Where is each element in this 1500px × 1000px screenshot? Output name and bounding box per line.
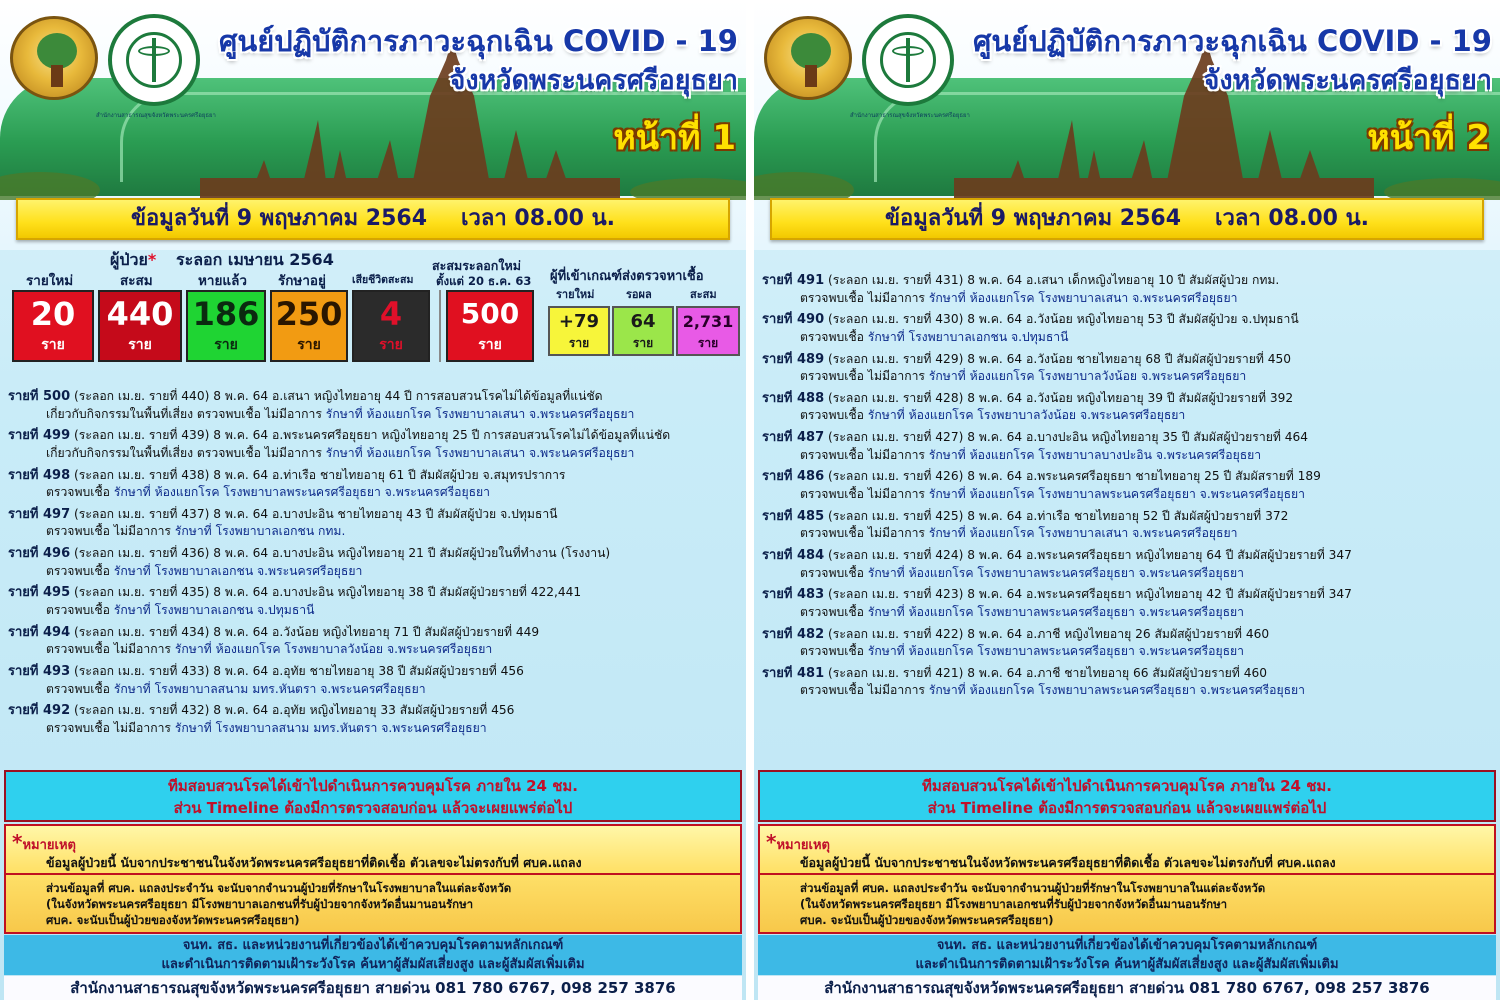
deaths-value: 4 (379, 295, 403, 333)
case-treatment: รักษาที่ โรงพยาบาลเอกชน จ.พระนครศรีอยุธยา (113, 563, 363, 578)
case-result: ตรวจพบเชื้อ (46, 485, 110, 500)
deaths-label: เสียชีวิตสะสม (352, 274, 414, 286)
case-treatment: รักษาที่ ห้องแยกโรค โรงพยาบาลพระนครศรีอยุธยา จ.พระนครศรีอยุธยา (867, 565, 1245, 580)
case-treatment: รักษาที่ โรงพยาบาลสนาม มทร.หันตรา จ.พระนครศรีอยุธยา (174, 720, 487, 735)
control-line-1: จนท. สธ. และหน่วยงานที่เกี่ยวข้องได้เข้าควบคุมโรคตามหลักเกณฑ์ (936, 938, 1318, 953)
case-id: รายที่ 489 (762, 351, 825, 367)
case-result: ตรวจพบเชื้อ (46, 563, 110, 578)
case-item (8, 624, 738, 663)
case-treatment: รักษาที่ ห้องแยกโรค โรงพยาบาลเสนา จ.พระนครศรีอยุธยา (325, 445, 635, 460)
investigation-line-2: ส่วน Timeline ต้องมีการตรวจสอบก่อน แล้วจะเผยแพร่ต่อไป (173, 799, 573, 817)
case-item (762, 586, 1492, 625)
case-id: รายที่ 497 (8, 506, 71, 522)
screening-label: ผู้ที่เข้าเกณฑ์ส่งตรวจหาเชื้อ (550, 269, 704, 284)
case-item (762, 429, 1492, 468)
ministry-of-public-health-logo-icon (108, 14, 200, 106)
control-banner (4, 935, 742, 975)
time-text: เวลา 08.00 น. (461, 206, 616, 231)
case-treatment: รักษาที่ ห้องแยกโรค โรงพยาบาลวังน้อย จ.พระนครศรีอยุธยา (174, 642, 493, 657)
case-list (762, 272, 1492, 704)
case-detail: (ระลอก เม.ย. รายที่ 432) 8 พ.ค. 64 อ.อุทัย หญิงไทยอายุ 33 สัมผัสผู้ป่วยรายที่ 456 (74, 703, 515, 718)
province-seal-icon (10, 16, 98, 100)
case-treatment: รักษาที่ ห้องแยกโรค โรงพยาบาลพระนครศรีอยุธยา จ.พระนครศรีอยุธยา (113, 485, 491, 500)
case-item (762, 547, 1492, 586)
case-detail: (ระลอก เม.ย. รายที่ 423) 8 พ.ค. 64 อ.พระนครศรีอยุธยา หญิงไทยอายุ 42 ปี สัมผัสผู้ป่วยรายที่ 347 (828, 587, 1352, 602)
case-treatment: รักษาที่ โรงพยาบาลเอกชน จ.ปทุมธานี (113, 602, 315, 617)
case-item (762, 351, 1492, 390)
case-id: รายที่ 487 (762, 430, 825, 446)
case-id: รายที่ 493 (8, 664, 71, 680)
control-line-1: จนท. สธ. และหน่วยงานที่เกี่ยวข้องได้เข้าควบคุมโรคตามหลักเกณฑ์ (182, 938, 564, 953)
case-result: ตรวจพบเชื้อ (800, 604, 864, 619)
date-text: ข้อมูลวันที่ 9 พฤษภาคม 2564 (130, 206, 428, 231)
case-detail: (ระลอก เม.ย. รายที่ 422) 8 พ.ค. 64 อ.ภาชี หญิงไทยอายุ 26 สัมผัสผู้ป่วยรายที่ 460 (828, 626, 1270, 641)
case-result: ตรวจพบเชื้อ (800, 644, 864, 659)
remark-line-3: (ในจังหวัดพระนครศรีอยุธยา มีโรงพยาบาลเอกชนที่รับผู้ป่วยจากจังหวัดอื่นมานอนรักษา (800, 897, 1228, 911)
page-label: หน้าที่ 1 (613, 118, 736, 158)
date-bar (770, 198, 1484, 240)
control-line-2: และดำเนินการติดตามเฝ้าระวังโรค ค้นหาผู้สัมผัสเสี่ยงสูง และผู้สัมผัสเพิ่มเติม (915, 957, 1339, 972)
case-detail: (ระลอก เม.ย. รายที่ 434) 8 พ.ค. 64 อ.วังน้อย หญิงไทยอายุ 71 ปี สัมผัสผู้ป่วยรายที่ 449 (74, 624, 540, 639)
remark-detail (800, 880, 1265, 928)
case-item (762, 390, 1492, 429)
case-treatment: รักษาที่ โรงพยาบาลเอกชน กทม. (174, 524, 346, 539)
screen-total-box (676, 306, 740, 356)
screen-wait-box (612, 306, 674, 356)
org-caption: สำนักงานสาธารณสุขจังหวัดพระนครศรีอยุธยา (96, 112, 216, 119)
case-id: รายที่ 495 (8, 585, 71, 601)
unit: ราย (41, 337, 65, 353)
new-cases-value: 20 (30, 295, 76, 333)
cumulative-box (98, 290, 182, 362)
unit: ราย (297, 337, 321, 353)
treating-box (270, 290, 348, 362)
newwave-label-1: สะสมระลอกใหม่ (432, 258, 521, 273)
screen-total-value: 2,731 (682, 312, 734, 331)
case-result: ตรวจพบเชื้อ (800, 565, 864, 580)
case-detail: (ระลอก เม.ย. รายที่ 440) 8 พ.ค. 64 อ.เสนา หญิงไทยอายุ 44 ปี การสอบสวนโรคไม่ได้ข้อมูลที่แน่ชัด (74, 389, 603, 403)
case-id: รายที่ 492 (8, 703, 71, 719)
case-detail: (ระลอก เม.ย. รายที่ 433) 8 พ.ค. 64 อ.อุทัย ชายไทยอายุ 38 ปี สัมผัสผู้ป่วยรายที่ 456 (74, 664, 524, 679)
title-line-2: จังหวัดพระนครศรีอยุธยา (1203, 65, 1492, 96)
header (0, 0, 746, 250)
title-line-1: ศูนย์ปฏิบัติการภาวะฉุกเฉิน COVID - 19 (973, 24, 1492, 58)
case-id: รายที่ 484 (762, 548, 825, 564)
remark-line-4: ศบค. จะนับเป็นผู้ป่วยของจังหวัดพระนครศรีอยุธยา) (46, 913, 300, 927)
unit: ราย (568, 336, 590, 350)
case-detail: (ระลอก เม.ย. รายที่ 425) 8 พ.ค. 64 อ.ท่าเรือ ชายไทยอายุ 52 ปี สัมผัสผู้ป่วยรายที่ 372 (828, 508, 1289, 523)
header (754, 0, 1500, 250)
case-detail: (ระลอก เม.ย. รายที่ 436) 8 พ.ค. 64 อ.บางปะอิน หญิงไทยอายุ 21 ปี สัมผัสผู้ป่วยในที่ทำงาน (โรงงาน) (74, 546, 611, 561)
investigation-line-1: ทีมสอบสวนโรคได้เข้าไปดำเนินการควบคุมโรค ภายใน 24 ชม. (168, 777, 578, 795)
case-id: รายที่ 486 (762, 469, 825, 485)
case-item (762, 468, 1492, 507)
time-text: เวลา 08.00 น. (1215, 206, 1370, 231)
case-id: รายที่ 499 (8, 428, 71, 444)
recovered-box (186, 290, 266, 362)
page-label: หน้าที่ 2 (1367, 118, 1490, 158)
case-id: รายที่ 496 (8, 546, 71, 562)
screen-total-label: สะสม (690, 288, 717, 301)
case-treatment: รักษาที่ ห้องแยกโรค โรงพยาบาลวังน้อย จ.พระนครศรีอยุธยา (928, 369, 1247, 384)
page-1 (0, 0, 746, 1000)
wave-label: ระลอก เมษายน 2564 (176, 250, 334, 269)
case-treatment: รักษาที่ ห้องแยกโรค โรงพยาบาลพระนครศรีอยุธยา จ.พระนครศรีอยุธยา (928, 683, 1306, 698)
case-item (762, 311, 1492, 350)
case-result: ตรวจพบเชื้อ ไม่มีอาการ (800, 447, 925, 462)
case-result: ตรวจพบเชื้อ ไม่มีอาการ (46, 642, 171, 657)
case-result: ตรวจพบเชื้อ (46, 602, 110, 617)
case-detail: (ระลอก เม.ย. รายที่ 430) 8 พ.ค. 64 อ.วังน้อย หญิงไทยอายุ 53 ปี สัมผัสผู้ป่วย จ.ปทุมธานี (828, 312, 1299, 327)
case-item (762, 508, 1492, 547)
case-item (8, 388, 738, 427)
remark-title: *หมายเหตุ (12, 830, 76, 854)
screen-new-box (548, 306, 610, 356)
case-result: เกี่ยวกับกิจกรรมในพื้นที่เสี่ยง ตรวจพบเชื้อ ไม่มีอาการ (46, 445, 322, 460)
case-result: ตรวจพบเชื้อ (46, 681, 110, 696)
investigation-banner (758, 770, 1496, 822)
case-treatment: รักษาที่ ห้องแยกโรค โรงพยาบาลพระนครศรีอยุธยา จ.พระนครศรีอยุธยา (867, 604, 1245, 619)
deaths-box (352, 290, 430, 362)
case-id: รายที่ 491 (762, 273, 825, 288)
investigation-banner (4, 770, 742, 822)
case-result: ตรวจพบเชื้อ (800, 329, 864, 344)
case-treatment: รักษาที่ ห้องแยกโรค โรงพยาบาลพระนครศรีอยุธยา จ.พระนครศรีอยุธยา (867, 644, 1245, 659)
unit: ราย (128, 337, 152, 353)
case-detail: (ระลอก เม.ย. รายที่ 427) 8 พ.ค. 64 อ.บางปะอิน หญิงไทยอายุ 35 ปี สัมผัสผู้ป่วยรายที่ 464 (828, 430, 1309, 445)
case-id: รายที่ 482 (762, 626, 825, 642)
unit: ราย (214, 337, 238, 353)
case-item (762, 272, 1492, 311)
cumulative-label: สะสม (120, 273, 153, 289)
investigation-line-1: ทีมสอบสวนโรคได้เข้าไปดำเนินการควบคุมโรค ภายใน 24 ชม. (922, 777, 1332, 795)
case-id: รายที่ 500 (8, 389, 71, 404)
case-result: ตรวจพบเชื้อ ไม่มีอาการ (800, 369, 925, 384)
case-id: รายที่ 490 (762, 312, 825, 328)
case-detail: (ระลอก เม.ย. รายที่ 431) 8 พ.ค. 64 อ.เสนา เด็กหญิงไทยอายุ 10 ปี สัมผัสผู้ป่วย กทม. (828, 273, 1280, 287)
case-item (8, 545, 738, 584)
unit: ราย (632, 336, 654, 350)
remark-line-1: ข้อมูลผู้ป่วยนี้ นับจากประชาชนในจังหวัดพระนครศรีอยุธยาที่ติดเชื้อ ตัวเลขจะไม่ตรงกับที่ ศบค.แถลง (800, 855, 1336, 870)
case-id: รายที่ 494 (8, 624, 71, 640)
screen-wait-value: 64 (630, 311, 656, 332)
case-id: รายที่ 488 (762, 390, 825, 406)
case-detail: (ระลอก เม.ย. รายที่ 437) 8 พ.ค. 64 อ.บางปะอิน ชายไทยอายุ 43 ปี สัมผัสผู้ป่วย จ.ปทุมธานี (74, 506, 558, 521)
remark-divider (760, 873, 1494, 875)
province-seal-icon (764, 16, 852, 100)
cumulative-value: 440 (106, 295, 174, 333)
patients-label: ผู้ป่วย* (110, 250, 157, 269)
case-item (8, 506, 738, 545)
remark-box (758, 824, 1496, 934)
unit: ราย (478, 337, 502, 353)
date-bar (16, 198, 730, 240)
case-treatment: รักษาที่ โรงพยาบาลเอกชน จ.ปทุมธานี (867, 329, 1069, 344)
remark-box (4, 824, 742, 934)
treating-label: รักษาอยู่ (278, 273, 326, 289)
title-line-1: ศูนย์ปฏิบัติการภาวะฉุกเฉิน COVID - 19 (219, 24, 738, 58)
remark-line-4: ศบค. จะนับเป็นผู้ป่วยของจังหวัดพระนครศรีอยุธยา) (800, 913, 1054, 927)
case-detail: (ระลอก เม.ย. รายที่ 424) 8 พ.ค. 64 อ.พระนครศรีอยุธยา หญิงไทยอายุ 64 ปี สัมผัสผู้ป่วยรายที่ 347 (828, 548, 1352, 563)
unit: ราย (379, 337, 403, 353)
case-item (8, 663, 738, 702)
case-treatment: รักษาที่ ห้องแยกโรค โรงพยาบาลบางปะอิน จ.พระนครศรีอยุธยา (928, 447, 1262, 462)
case-item (8, 584, 738, 623)
remark-line-3: (ในจังหวัดพระนครศรีอยุธยา มีโรงพยาบาลเอกชนที่รับผู้ป่วยจากจังหวัดอื่นมานอนรักษา (46, 897, 474, 911)
case-result: ตรวจพบเชื้อ ไม่มีอาการ (46, 720, 171, 735)
control-banner (758, 935, 1496, 975)
remark-line-1: ข้อมูลผู้ป่วยนี้ นับจากประชาชนในจังหวัดพระนครศรีอยุธยาที่ติดเชื้อ ตัวเลขจะไม่ตรงกับที่ ศบค.แถลง (46, 855, 582, 870)
case-item (8, 427, 738, 466)
recovered-label: หายแล้ว (198, 273, 247, 289)
case-treatment: รักษาที่ ห้องแยกโรค โรงพยาบาลวังน้อย จ.พระนครศรีอยุธยา (867, 408, 1186, 423)
case-id: รายที่ 483 (762, 587, 825, 603)
newwave-box (446, 290, 534, 362)
remark-line-2: ส่วนข้อมูลที่ ศบค. แถลงประจำวัน จะนับจากจำนวนผู้ป่วยที่รักษาในโรงพยาบาลในแต่ละจังหวัด (800, 881, 1266, 895)
case-result: ตรวจพบเชื้อ ไม่มีอาการ (800, 290, 925, 305)
case-result: ตรวจพบเชื้อ ไม่มีอาการ (46, 524, 171, 539)
case-result: ตรวจพบเชื้อ ไม่มีอาการ (800, 683, 925, 698)
case-id: รายที่ 481 (762, 665, 825, 681)
case-item (8, 467, 738, 506)
case-id: รายที่ 485 (762, 508, 825, 524)
newwave-value: 500 (460, 297, 520, 330)
case-list (8, 388, 738, 742)
case-result: เกี่ยวกับกิจกรรมในพื้นที่เสี่ยง ตรวจพบเชื้อ ไม่มีอาการ (46, 406, 322, 421)
remark-line-2: ส่วนข้อมูลที่ ศบค. แถลงประจำวัน จะนับจากจำนวนผู้ป่วยที่รักษาในโรงพยาบาลในแต่ละจังหวัด (46, 881, 512, 895)
case-item (762, 626, 1492, 665)
ministry-of-public-health-logo-icon (862, 14, 954, 106)
contact-bar: สำนักงานสาธารณสุขจังหวัดพระนครศรีอยุธยา สายด่วน 081 780 6767, 098 257 3876 (4, 976, 742, 1000)
case-detail: (ระลอก เม.ย. รายที่ 428) 8 พ.ค. 64 อ.วังน้อย หญิงไทยอายุ 39 ปี สัมผัสผู้ป่วยรายที่ 392 (828, 390, 1294, 405)
unit: ราย (697, 336, 719, 350)
case-treatment: รักษาที่ ห้องแยกโรค โรงพยาบาลเสนา จ.พระนครศรีอยุธยา (928, 290, 1238, 305)
contact-bar: สำนักงานสาธารณสุขจังหวัดพระนครศรีอยุธยา สายด่วน 081 780 6767, 098 257 3876 (758, 976, 1496, 1000)
case-detail: (ระลอก เม.ย. รายที่ 435) 8 พ.ค. 64 อ.บางปะอิน หญิงไทยอายุ 38 ปี สัมผัสผู้ป่วยรายที่ 422,441 (74, 585, 582, 600)
case-result: ตรวจพบเชื้อ ไม่มีอาการ (800, 486, 925, 501)
screen-new-value: +79 (558, 311, 600, 332)
title-line-2: จังหวัดพระนครศรีอยุธยา (449, 65, 738, 96)
stats-panel (0, 248, 746, 368)
case-id: รายที่ 498 (8, 467, 71, 483)
case-item (762, 665, 1492, 704)
case-treatment: รักษาที่ ห้องแยกโรค โรงพยาบาลเสนา จ.พระนครศรีอยุธยา (928, 526, 1238, 541)
recovered-value: 186 (192, 295, 260, 333)
remark-title: *หมายเหตุ (766, 830, 830, 854)
case-detail: (ระลอก เม.ย. รายที่ 429) 8 พ.ค. 64 อ.วังน้อย ชายไทยอายุ 68 ปี สัมผัสผู้ป่วยรายที่ 450 (828, 351, 1292, 366)
case-result: ตรวจพบเชื้อ ไม่มีอาการ (800, 526, 925, 541)
case-treatment: รักษาที่ ห้องแยกโรค โรงพยาบาลเสนา จ.พระนครศรีอยุธยา (325, 406, 635, 421)
new-label: รายใหม่ (26, 273, 74, 289)
case-treatment: รักษาที่ ห้องแยกโรค โรงพยาบาลพระนครศรีอยุธยา จ.พระนครศรีอยุธยา (928, 486, 1306, 501)
case-result: ตรวจพบเชื้อ (800, 408, 864, 423)
screen-new-label: รายใหม่ (556, 288, 595, 301)
case-treatment: รักษาที่ โรงพยาบาลสนาม มทร.หันตรา จ.พระนครศรีอยุธยา (113, 681, 426, 696)
case-detail: (ระลอก เม.ย. รายที่ 439) 8 พ.ค. 64 อ.พระนครศรีอยุธยา หญิงไทยอายุ 25 ปี การสอบสวนโรคไม่ได้ข้อมูลที่แน่ชัด (74, 428, 671, 443)
case-detail: (ระลอก เม.ย. รายที่ 438) 8 พ.ค. 64 อ.ท่าเรือ ชายไทยอายุ 61 ปี สัมผัสผู้ป่วย จ.สมุทรปราการ (74, 467, 566, 482)
page-2 (754, 0, 1500, 1000)
case-item (8, 702, 738, 741)
date-text: ข้อมูลวันที่ 9 พฤษภาคม 2564 (884, 206, 1182, 231)
investigation-line-2: ส่วน Timeline ต้องมีการตรวจสอบก่อน แล้วจะเผยแพร่ต่อไป (927, 799, 1327, 817)
remark-detail (46, 880, 511, 928)
newwave-label-2: ตั้งแต่ 20 ธ.ค. 63 (436, 274, 532, 288)
stats-divider (439, 290, 441, 362)
remark-divider (6, 873, 740, 875)
control-line-2: และดำเนินการติดตามเฝ้าระวังโรค ค้นหาผู้สัมผัสเสี่ยงสูง และผู้สัมผัสเพิ่มเติม (161, 957, 585, 972)
new-cases-box (12, 290, 94, 362)
case-detail: (ระลอก เม.ย. รายที่ 421) 8 พ.ค. 64 อ.ภาชี ชายไทยอายุ 66 สัมผัสผู้ป่วยรายที่ 460 (828, 665, 1267, 680)
org-caption: สำนักงานสาธารณสุขจังหวัดพระนครศรีอยุธยา (850, 112, 970, 119)
treating-value: 250 (275, 295, 343, 333)
case-detail: (ระลอก เม.ย. รายที่ 426) 8 พ.ค. 64 อ.พระนครศรีอยุธยา ชายไทยอายุ 25 ปี สัมผัสรายที่ 189 (828, 469, 1321, 484)
screen-wait-label: รอผล (626, 288, 652, 301)
